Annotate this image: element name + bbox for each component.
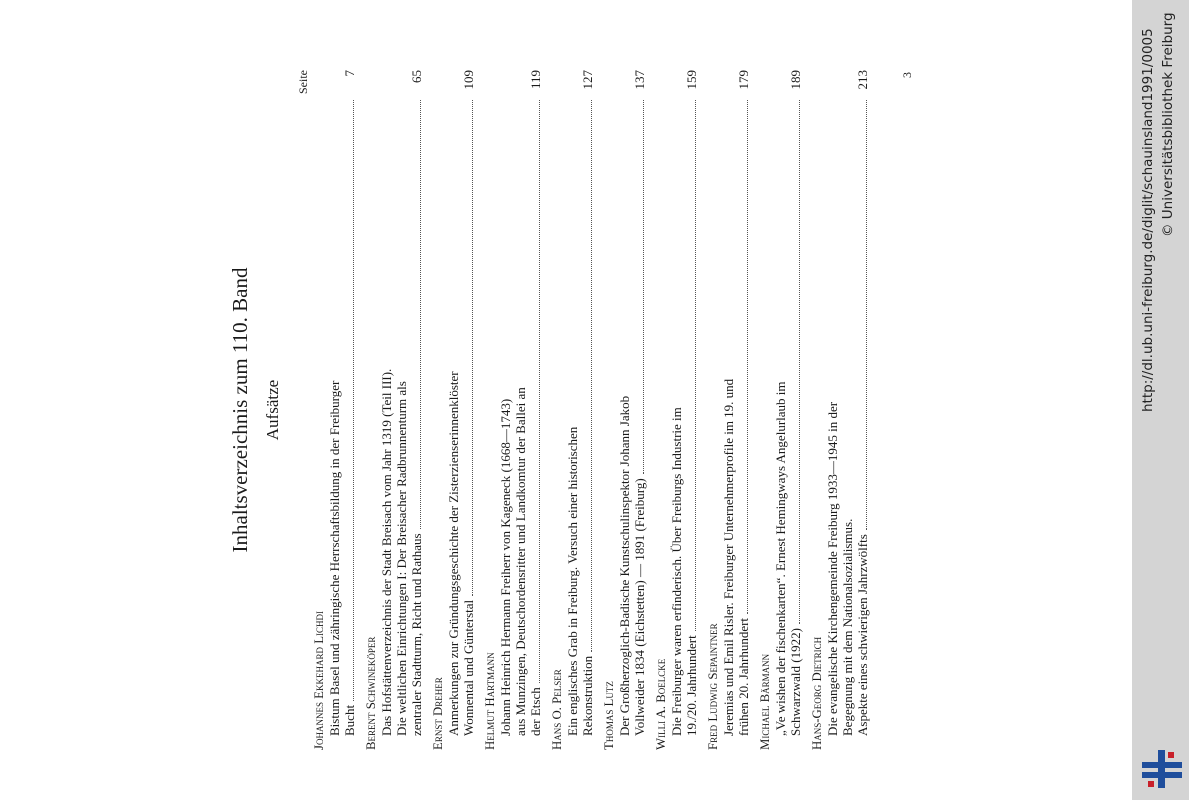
toc-entry — [312, 70, 357, 750]
toc-entry-title-text: aus Munzingen, Deutschordensritter und Landkomtur der Ballei an — [513, 387, 528, 736]
dot-leader — [353, 100, 354, 701]
toc-entry-title-text: Rekonstruktion — [580, 655, 595, 736]
toc-entry — [810, 70, 870, 750]
toc-entry — [550, 70, 595, 750]
toc-entry-title-line — [513, 70, 528, 750]
toc-entry-page-number: 127 — [580, 70, 595, 90]
toc-entry — [602, 70, 647, 750]
toc-entry-title-text: Jeremias und Emil Risler. Freiburger Unternehmerprofile im 19. und — [721, 378, 736, 736]
toc-entry — [483, 70, 543, 750]
toc-entry-title-line — [632, 70, 647, 750]
toc-entry-page-number: 189 — [788, 70, 803, 90]
toc-entry-author: Johannes Ekkehard Lichdi — [312, 610, 326, 750]
toc-entry-title-line — [736, 70, 751, 750]
toc-page — [200, 70, 940, 750]
dot-leader — [747, 100, 748, 614]
toc-entry-title-text: Das Hofstättenverzeichnis der Stadt Breisach vom Jahr 1319 (Teil III). — [379, 368, 394, 736]
toc-entry-list — [296, 70, 877, 750]
toc-entry-title-line — [394, 70, 409, 750]
toc-entry-title-line — [461, 70, 476, 750]
dot-leader — [472, 100, 473, 596]
toc-entry-author: Hans-Georg Dietrich — [810, 636, 824, 750]
toc-entry — [758, 70, 803, 750]
dot-leader — [420, 100, 421, 529]
toc-entry-title-line — [684, 70, 699, 750]
toc-entry-title-line — [327, 70, 342, 750]
dot-leader — [591, 100, 592, 652]
toc-entry-title-line — [446, 70, 461, 750]
toc-entry-title-line — [773, 70, 788, 750]
toc-entry-page-number: 65 — [409, 70, 424, 83]
toc-entry-title-line — [498, 70, 513, 750]
page-number: 3 — [900, 72, 914, 78]
toc-entry-title-text: frühen 20. Jahrhundert — [736, 617, 751, 736]
toc-entry-title-text: Vollweider 1834 (Eichstetten) — 1891 (Freiburg) — [632, 478, 647, 736]
toc-entry-author: Willi A. Boelcke — [654, 658, 668, 750]
dot-leader — [643, 100, 644, 474]
toc-entry-title-text: Der Großherzoglich-Badische Kunstschulinspektor Johann Jakob — [617, 395, 632, 736]
dot-leader — [695, 100, 696, 631]
toc-entry-title-text: zentraler Stadtturm, Richt und Rathaus — [409, 533, 424, 736]
source-url[interactable]: http://dl.ub.uni-freiburg.de/diglit/schauinsland1991/0005 — [1140, 28, 1156, 412]
toc-entry-title-text: Schwarzwald (1922) — [788, 628, 803, 736]
toc-entry-author: Ernst Dreher — [431, 677, 445, 750]
toc-entry-page-number: 179 — [736, 70, 751, 90]
toc-entry-title-text: „Ve wishen der fischenkarten“. Ernest Hemingways Angelurlaub im — [773, 381, 788, 736]
page-column-label: Seite — [296, 70, 310, 94]
toc-entry-title-text: Aspekte eines schwierigen Jahrzwölfts — [855, 534, 870, 736]
toc-entry-author: Hans O. Pelser — [550, 669, 564, 750]
toc-entry-title-text: Die weltlichen Einrichtungen I: Der Breisacher Radbrunnenturm als — [394, 381, 409, 736]
toc-entry-page-number: 159 — [684, 70, 699, 90]
page-title: Inhaltsverzeichnis zum 110. Band — [228, 267, 252, 553]
dot-leader — [799, 100, 800, 624]
toc-entry-title-line — [528, 70, 543, 750]
toc-entry — [364, 70, 424, 750]
toc-entry-author: Helmut Hartmann — [483, 652, 497, 750]
toc-entry-title-text: Bucht — [342, 704, 357, 736]
toc-entry-title-text: Anmerkungen zur Gründungsgeschichte der Zisterzienserinnenklöster — [446, 371, 461, 736]
toc-entry-page-number: 213 — [855, 70, 870, 90]
toc-entry-title-line — [565, 70, 580, 750]
copyright-notice: © Universitätsbibliothek Freiburg — [1160, 12, 1176, 237]
toc-entry-author: Fred Ludwig Sepaintner — [706, 623, 720, 750]
toc-entry-title-text: Johann Heinrich Hermann Freiherr von Kageneck (1668—1743) — [498, 398, 513, 736]
toc-entry-title-line — [617, 70, 632, 750]
toc-entry-page-number: 119 — [528, 70, 543, 90]
toc-entry-title-line — [788, 70, 803, 750]
toc-entry — [654, 70, 699, 750]
toc-entry-title-text: Ein englisches Grab in Freiburg. Versuch einer historischen — [565, 426, 580, 736]
toc-entry — [706, 70, 751, 750]
toc-entry-title-line — [721, 70, 736, 750]
toc-entry-title-line — [342, 70, 357, 750]
toc-entry — [431, 70, 476, 750]
dot-leader — [866, 100, 867, 530]
dot-leader — [539, 100, 540, 683]
toc-entry-title-text: Die Freiburger waren erfinderisch. Über Freiburgs Industrie im — [669, 407, 684, 736]
toc-entry-title-text: 19./20. Jahrhundert — [684, 635, 699, 736]
toc-entry-title-line — [825, 70, 840, 750]
toc-entry-title-text: Begegnung mit dem Nationalsozialismus. — [840, 518, 855, 736]
toc-entry-title-text: der Etsch — [528, 687, 543, 736]
toc-entry-page-number: 109 — [461, 70, 476, 90]
section-heading: Aufsätze — [263, 379, 282, 441]
toc-entry-title-line — [409, 70, 424, 750]
toc-entry-title-text: Bistum Basel und zähringische Herrschaftsbildung in der Freiburger — [327, 380, 342, 736]
toc-entry-title-text: Die evangelische Kirchengemeinde Freiburg 1933—1945 in der — [825, 401, 840, 736]
toc-entry-author: Berent Schwineköper — [364, 636, 378, 750]
toc-entry-title-line — [580, 70, 595, 750]
toc-entry-author: Thomas Lutz — [602, 681, 616, 750]
ub-freiburg-logo-icon — [1140, 748, 1184, 790]
toc-entry-page-number: 137 — [632, 70, 647, 90]
toc-entry-title-line — [669, 70, 684, 750]
toc-entry-page-number: 7 — [342, 70, 357, 77]
toc-entry-title-line — [855, 70, 870, 750]
toc-entry-title-text: Wonnental und Günterstal — [461, 599, 476, 736]
toc-entry-title-line — [379, 70, 394, 750]
toc-entry-title-line — [840, 70, 855, 750]
toc-entry-author: Michael Bärmann — [758, 653, 772, 750]
